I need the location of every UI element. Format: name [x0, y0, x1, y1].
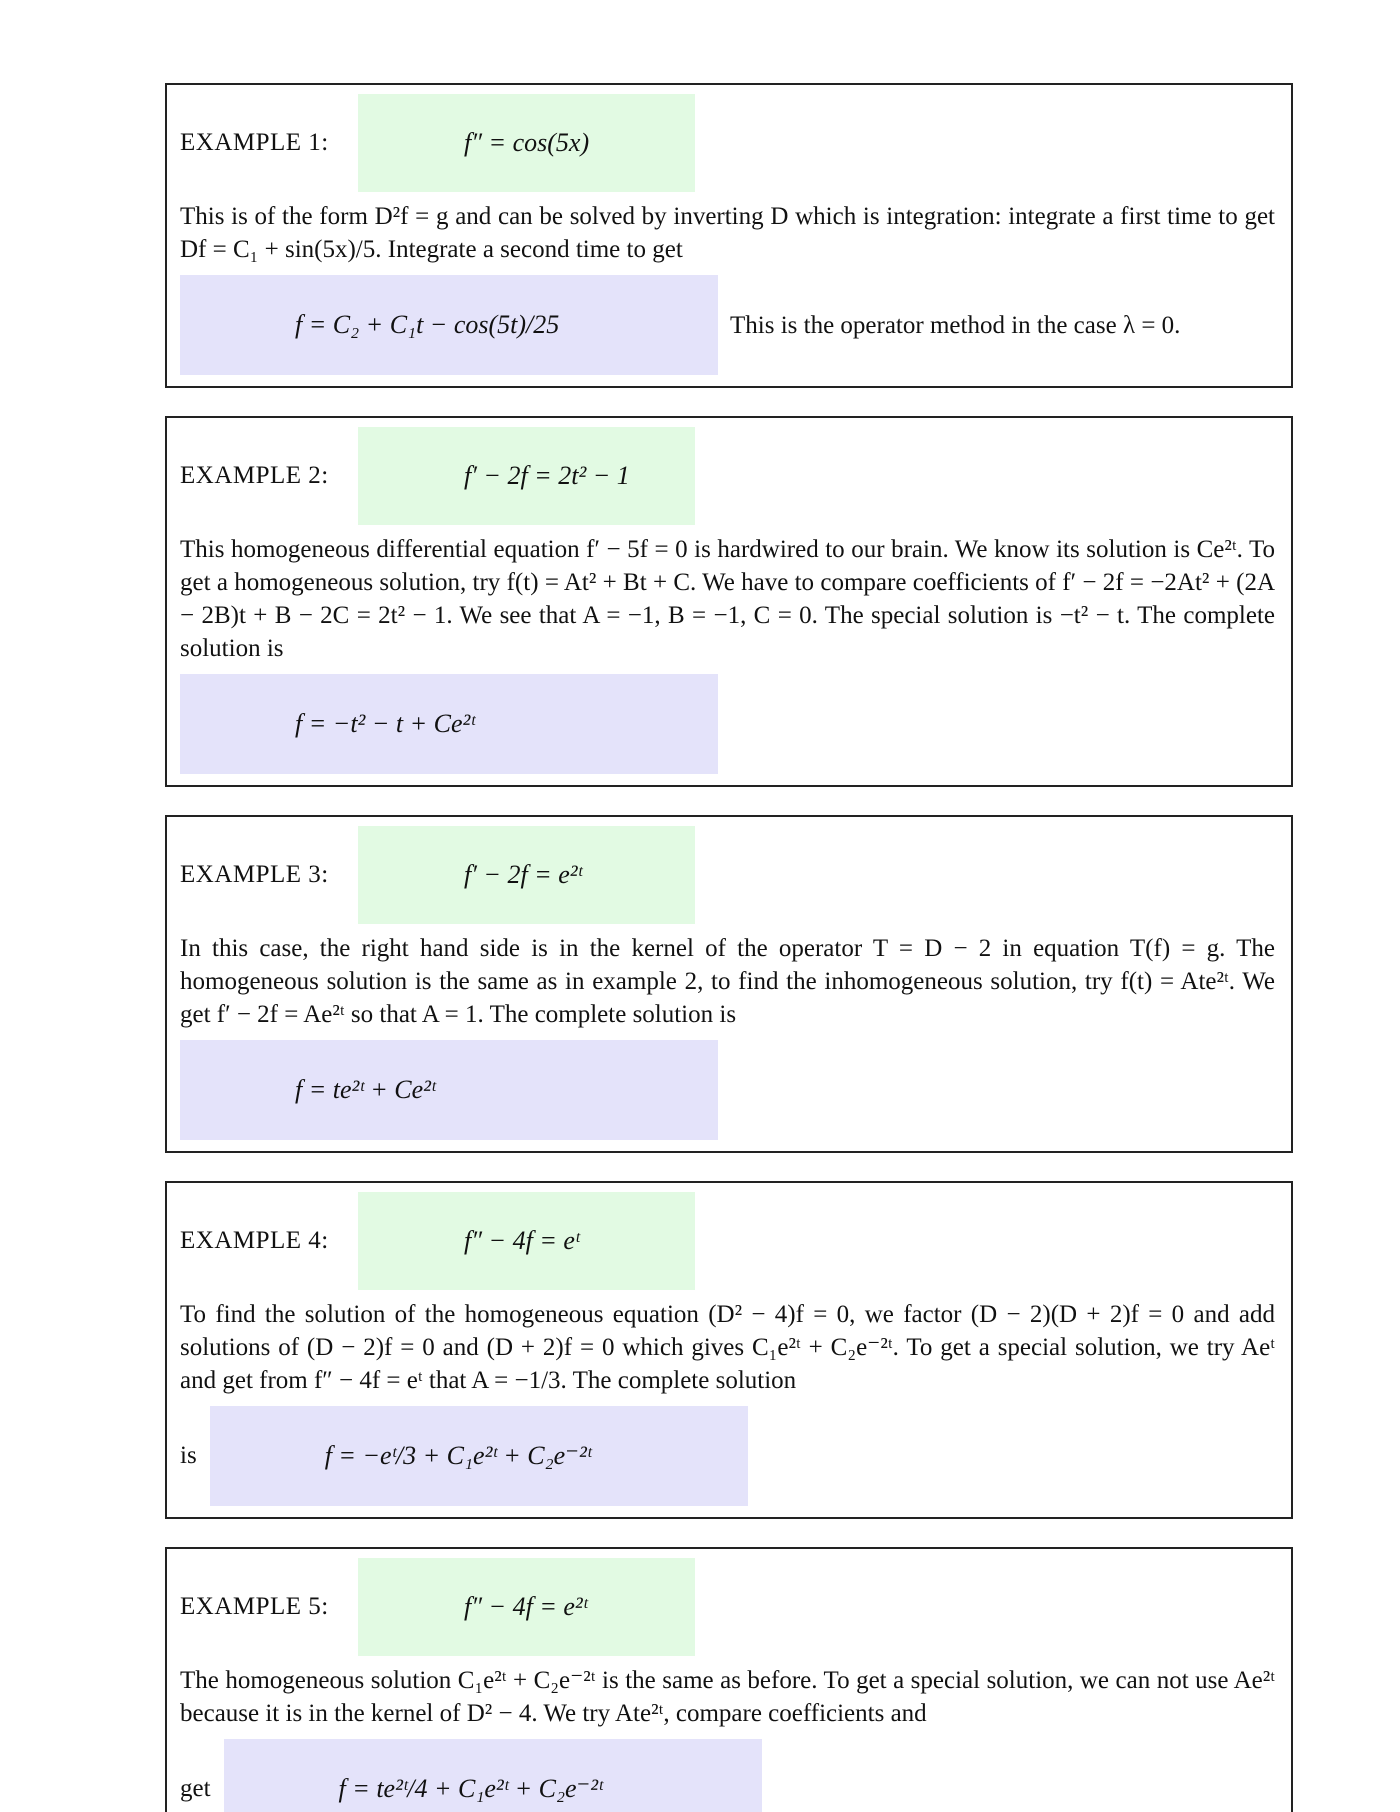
example-body-text: The homogeneous solution C₁e²ᵗ + C₂e⁻²ᵗ is the same as before. To get a special solution, we can not use Ae²ᵗ because it is in the kernel of D² − 4. We try Ate²ᵗ, compare coefficients and [180, 1667, 1275, 1727]
equation-highlight [358, 1558, 695, 1656]
solution-equation: f = −eᵗ/3 + C₁e²ᵗ + C₂e⁻²ᵗ [324, 1441, 592, 1470]
example-card [165, 83, 1293, 388]
example-card [165, 1181, 1293, 1519]
solution-equation: f = te²ᵗ + Ce²ᵗ [295, 1075, 436, 1104]
equation-highlight [358, 427, 695, 525]
solution-row [180, 275, 1275, 375]
example-header [180, 1558, 1275, 1656]
solution-highlight [180, 674, 718, 774]
equation-highlight [358, 826, 695, 924]
example-header [180, 826, 1275, 924]
example-card [165, 416, 1293, 787]
example-label: EXAMPLE 5: [180, 1593, 329, 1620]
solution-equation: f = −t² − t + Ce²ᵗ [295, 709, 475, 738]
solution-row [180, 1739, 1275, 1812]
example-header [180, 94, 1275, 192]
example-body-text: This homogeneous differential equation f′ − 5f = 0 is hardwired to our brain. We know its solution is Ce²ᵗ. To get a homogeneous solution, try f(t) = At² + Bt + C. We have to compare coefficients of f′ − 2f = −2At² + (2A − 2B)t + B − 2C = 2t² − 1. We see that A = −1, B = −1, C = 0. The special solution is −t² − t. The complete solution is [180, 536, 1275, 662]
example-label: EXAMPLE 3: [180, 861, 329, 888]
example-card [165, 815, 1293, 1153]
solution-prefix: is [180, 1442, 197, 1469]
example-label: EXAMPLE 4: [180, 1227, 329, 1254]
solution-highlight [180, 1040, 718, 1140]
solution-highlight [224, 1739, 762, 1812]
example-header [180, 1192, 1275, 1290]
solution-row [180, 674, 1275, 774]
example-body-text: To find the solution of the homogeneous equation (D² − 4)f = 0, we factor (D − 2)(D + 2)f = 0 and add solutions of (D − 2)f = 0 and (D + 2)f = 0 which gives C₁e²ᵗ + C₂e⁻²ᵗ. To get a special solution, we try Aeᵗ and get from f″ − 4f = eᵗ that A = −1/3. The complete solution [180, 1301, 1275, 1394]
solution-highlight [210, 1406, 748, 1506]
solution-equation: f = te²ᵗ/4 + C₁e²ᵗ + C₂e⁻²ᵗ [338, 1774, 603, 1803]
example-equation: f″ − 4f = e²ᵗ [464, 1592, 588, 1621]
example-equation: f″ = cos(5x) [464, 128, 590, 157]
equation-highlight [358, 94, 695, 192]
example-body-text: This is of the form D²f = g and can be solved by inverting D which is integration: integrate a first time to get Df = C₁ + sin(5x)/5. Integrate a second time to get [180, 203, 1275, 263]
equation-highlight [358, 1192, 695, 1290]
example-label: EXAMPLE 2: [180, 462, 329, 489]
example-equation: f′ − 2f = e²ᵗ [464, 860, 582, 889]
example-card [165, 1547, 1293, 1812]
example-body-text: In this case, the right hand side is in the kernel of the operator T = D − 2 in equation T(f) = g. The homogeneous solution is the same as in example 2, to find the inhomogeneous solution, try f(t) = Ate²ᵗ. We get f′ − 2f = Ae²ᵗ so that A = 1. The complete solution is [180, 935, 1275, 1028]
solution-prefix: get [180, 1775, 211, 1802]
example-equation: f′ − 2f = 2t² − 1 [464, 461, 630, 490]
example-label: EXAMPLE 1: [180, 129, 329, 156]
solution-row [180, 1040, 1275, 1140]
solution-row [180, 1406, 1275, 1506]
example-equation: f″ − 4f = eᵗ [464, 1226, 580, 1255]
solution-note: This is the operator method in the case λ = 0. [730, 311, 1181, 339]
solution-equation: f = C₂ + C₁t − cos(5t)/25 [295, 310, 560, 339]
solution-highlight [180, 275, 718, 375]
example-header [180, 427, 1275, 525]
